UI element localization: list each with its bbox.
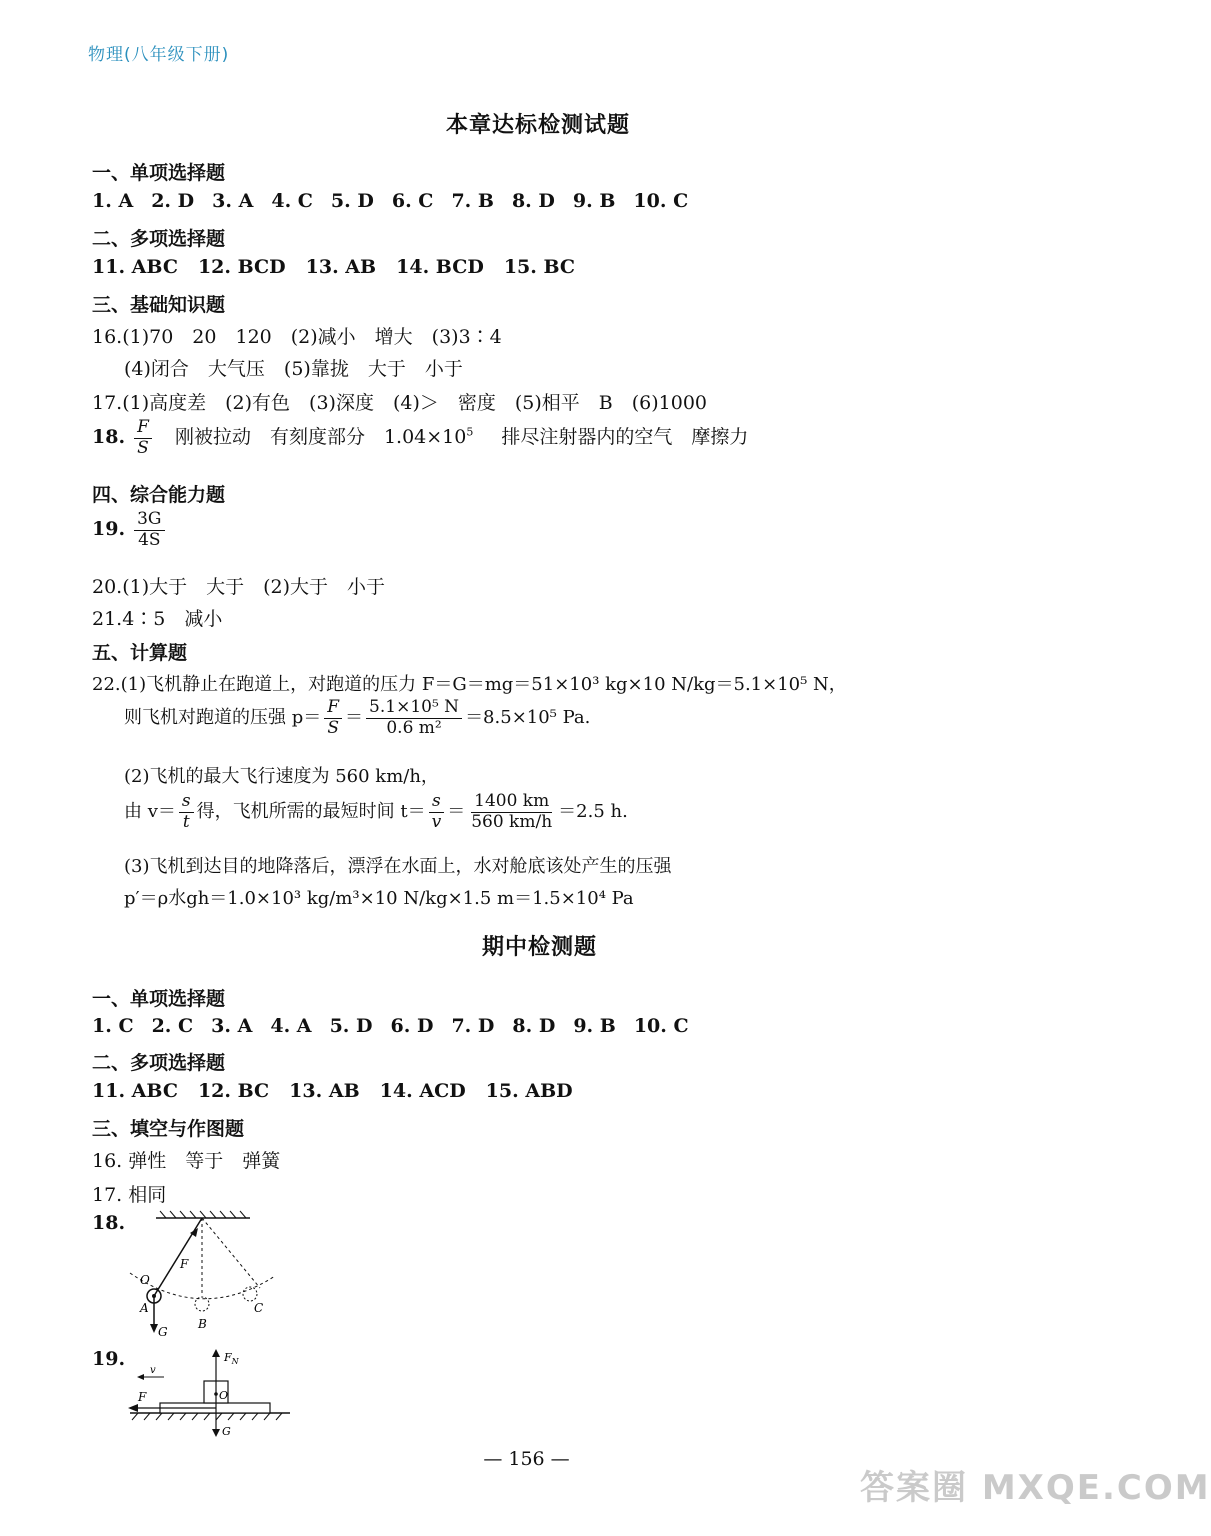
answer-item: 12. BCD (197, 256, 286, 278)
fraction-denominator: S (137, 437, 149, 458)
answer-item: 14. ACD (379, 1080, 466, 1102)
answer-22-line2: 则飞机对跑道的压强 p＝ $\frac{F}{S}$ ＝ $\frac{\text{5.1×10⁵ N}}{\text{0.6 m²}}$ ＝8.5×10⁵ Pa. (124, 697, 591, 738)
answer-item: 5. D (329, 1015, 373, 1037)
answer-item: 10. C (633, 190, 689, 212)
label-O: O (140, 1273, 150, 1287)
answer-text: 排尽注射器内的空气 摩擦力 (501, 426, 749, 449)
label-G: G (158, 1325, 168, 1339)
answer-item: 11. ABC (92, 1080, 178, 1102)
heading-multi-choice: 二、多项选择题 (92, 1052, 226, 1074)
answer-item: 4. A (270, 1015, 312, 1037)
answer-item: 3. A (212, 190, 254, 212)
fraction-numerator: F (134, 418, 152, 439)
answer-21: 21.4∶5 减小 (92, 608, 223, 630)
block-force-diagram (120, 1345, 300, 1440)
question-number: 18. (92, 426, 126, 449)
answer-item: 5. D (330, 190, 374, 212)
answer-22-line5: (3)飞机到达目的地降落后，漂浮在水面上，水对舱底该处产生的压强 (124, 856, 672, 877)
answer-item: 1. A (92, 190, 134, 212)
answer-item: 9. B (572, 190, 616, 212)
answer-22-line6: p′＝ρ水gh＝1.0×10³ kg/m³×10 N/kg×1.5 m＝1.5×10⁴ Pa (124, 888, 634, 909)
page-header: 物理(八年级下册) (88, 45, 230, 65)
answer-item: 7. B (451, 190, 494, 212)
answer-16a: 16.(1)70 20 120 (2)减小 增大 (3)3∶4 (92, 326, 502, 348)
label-F: F (180, 1257, 189, 1271)
label-O: O (219, 1389, 229, 1402)
pendulum-diagram (120, 1208, 290, 1343)
answer-18 (92, 418, 748, 458)
label-B: B (198, 1317, 207, 1331)
question-number: 19. (92, 518, 126, 541)
answer-22-line1: 22.(1)飞机静止在跑道上，对跑道的压力 F＝G＝mg＝51×10³ kg×10 N/kg＝5.1×10⁵ N， (92, 674, 847, 695)
label-G: G (222, 1425, 231, 1438)
answer-item: 6. D (390, 1015, 434, 1037)
single-choice-answers (92, 1015, 689, 1037)
answer-16b: (4)闭合 大气压 (5)靠拢 大于 小于 (124, 358, 463, 380)
fraction-numerator: 3G (134, 510, 164, 531)
label-F: F (138, 1390, 147, 1404)
answer-17: 17.(1)高度差 (2)有色 (3)深度 (4)＞ 密度 (5)相平 B (6)1000 (92, 392, 708, 414)
answer-item: 9. B (573, 1015, 616, 1037)
answer-item: 12. BC (197, 1080, 270, 1102)
label-FN: $F_N$ (224, 1351, 239, 1366)
answer-text: 刚被拉动 有刻度部分 1.04×10 (174, 426, 467, 449)
exponent: 5 (466, 425, 474, 439)
answer-item: 6. C (391, 190, 434, 212)
question-number: 18. (92, 1212, 126, 1234)
heading-fill-and-draw: 三、填空与作图题 (92, 1118, 245, 1140)
watermark: 答案圈 MXQE.COM (860, 1468, 1211, 1508)
answer-16: 16. 弹性 等于 弹簧 (92, 1150, 281, 1172)
answer-19 (92, 510, 168, 550)
multi-choice-answers (92, 1080, 573, 1102)
answer-item: 8. D (512, 1015, 556, 1037)
answer-item: 15. ABD (485, 1080, 573, 1102)
section-title: 本章达标检测试题 (446, 113, 631, 138)
answer-item: 13. AB (305, 256, 377, 278)
heading-basic: 三、基础知识题 (92, 294, 226, 316)
answer-item: 2. C (151, 1015, 194, 1037)
page-number: — 156 — (483, 1448, 570, 1470)
fraction-denominator: 4S (138, 529, 161, 550)
heading-calculation: 五、计算题 (92, 642, 188, 664)
answer-22-line3: (2)飞机的最大飞行速度为 560 km/h， (124, 766, 439, 787)
multi-choice-answers (92, 256, 575, 278)
answer-item: 14. BCD (396, 256, 484, 278)
answer-17: 17. 相同 (92, 1184, 167, 1206)
answer-item: 2. D (151, 190, 195, 212)
answer-20: 20.(1)大于 大于 (2)大于 小于 (92, 576, 386, 598)
answer-item: 3. A (211, 1015, 253, 1037)
label-A: A (140, 1301, 149, 1315)
answer-item: 11. ABC (92, 256, 178, 278)
single-choice-answers (92, 190, 688, 212)
answer-item: 1. C (92, 1015, 134, 1037)
answer-item: 13. AB (289, 1080, 360, 1102)
answer-item: 8. D (511, 190, 555, 212)
section-title: 期中检测题 (482, 935, 598, 960)
answer-item: 4. C (271, 190, 313, 212)
heading-single-choice: 一、单项选择题 (92, 162, 226, 184)
label-C: C (254, 1301, 264, 1315)
heading-single-choice: 一、单项选择题 (92, 988, 226, 1010)
question-number: 19. (92, 1348, 126, 1370)
answer-item: 15. BC (503, 256, 576, 278)
label-v: v (150, 1365, 156, 1376)
heading-comprehensive: 四、综合能力题 (92, 484, 226, 506)
answer-item: 10. C (633, 1015, 689, 1037)
heading-multi-choice: 二、多项选择题 (92, 228, 226, 250)
answer-item: 7. D (451, 1015, 495, 1037)
answer-22-line4: 由 v＝ $\frac{s}{t}$ 得，飞机所需的最短时间 t＝ $\frac{s}{v}$ ＝ $\frac{1400 km}{560 km/h}$ ＝2.5 h. (124, 791, 628, 832)
